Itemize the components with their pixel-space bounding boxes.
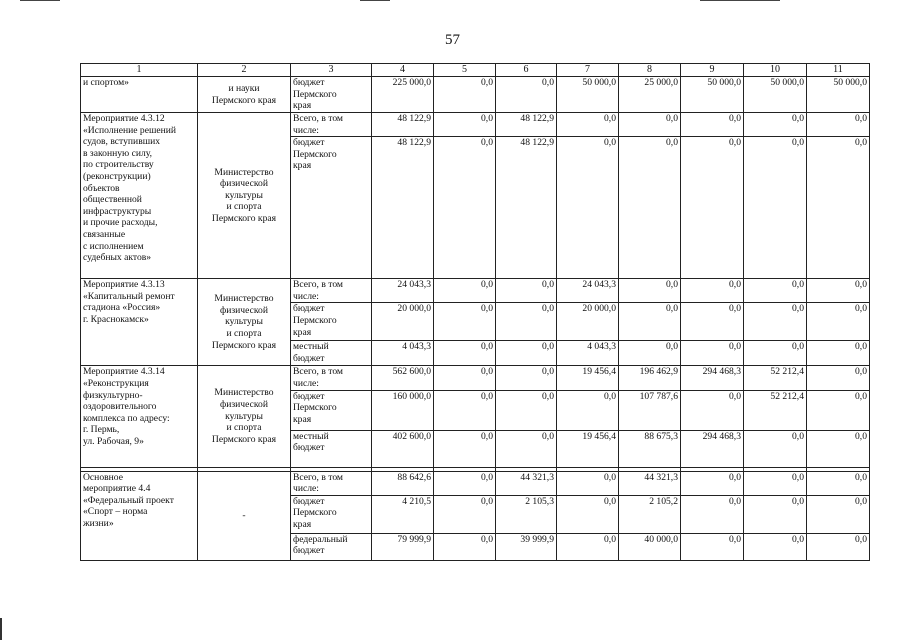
amount-cell: 0,0 — [434, 366, 496, 390]
amount-cell: 2 105,2 — [619, 495, 681, 533]
amount-cell: 52 212,4 — [744, 390, 807, 430]
funding-source-cell: местный бюджет — [291, 341, 372, 366]
executor-cell: - — [198, 471, 291, 560]
amount-cell: 39 999,9 — [496, 533, 557, 560]
table-row — [81, 366, 870, 390]
amount-cell: 0,0 — [744, 533, 807, 560]
amount-cell: 0,0 — [681, 341, 744, 366]
amount-cell: 0,0 — [744, 279, 807, 303]
amount-cell: 88 675,3 — [619, 430, 681, 467]
amount-cell: 0,0 — [807, 279, 870, 303]
scan-artifact-mark — [0, 618, 2, 640]
amount-cell: 294 468,3 — [681, 430, 744, 467]
amount-cell: 0,0 — [681, 113, 744, 137]
executor-cell: и науки Пермского края — [198, 77, 291, 113]
amount-cell: 0,0 — [681, 137, 744, 279]
column-header: 7 — [557, 64, 619, 77]
column-header-row — [81, 64, 870, 77]
amount-cell: 196 462,9 — [619, 366, 681, 390]
amount-cell: 0,0 — [557, 390, 619, 430]
amount-cell: 0,0 — [619, 137, 681, 279]
column-header: 6 — [496, 64, 557, 77]
amount-cell: 0,0 — [557, 113, 619, 137]
amount-cell: 562 600,0 — [372, 366, 434, 390]
amount-cell: 48 122,9 — [372, 137, 434, 279]
amount-cell: 4 210,5 — [372, 495, 434, 533]
amount-cell: 0,0 — [496, 430, 557, 467]
amount-cell: 0,0 — [744, 341, 807, 366]
amount-cell: 0,0 — [434, 137, 496, 279]
amount-cell: 0,0 — [807, 471, 870, 495]
amount-cell: 2 105,3 — [496, 495, 557, 533]
amount-cell: 0,0 — [744, 137, 807, 279]
amount-cell: 0,0 — [557, 137, 619, 279]
funding-source-cell: Всего, в том числе: — [291, 471, 372, 495]
amount-cell: 88 642,6 — [372, 471, 434, 495]
amount-cell: 0,0 — [744, 471, 807, 495]
amount-cell: 0,0 — [807, 137, 870, 279]
amount-cell: 48 122,9 — [496, 113, 557, 137]
amount-cell: 0,0 — [807, 533, 870, 560]
amount-cell: 225 000,0 — [372, 77, 434, 113]
amount-cell: 0,0 — [744, 495, 807, 533]
amount-cell: 50 000,0 — [557, 77, 619, 113]
table-row — [81, 471, 870, 495]
table-row — [81, 113, 870, 137]
amount-cell: 50 000,0 — [744, 77, 807, 113]
column-header: 8 — [619, 64, 681, 77]
amount-cell: 0,0 — [807, 430, 870, 467]
amount-cell: 0,0 — [434, 113, 496, 137]
funding-source-cell: бюджет Пермского края — [291, 137, 372, 279]
table-row — [81, 77, 870, 113]
amount-cell: 0,0 — [557, 533, 619, 560]
funding-source-cell: федеральный бюджет — [291, 533, 372, 560]
amount-cell: 0,0 — [681, 390, 744, 430]
amount-cell: 24 043,3 — [372, 279, 434, 303]
amount-cell: 79 999,9 — [372, 533, 434, 560]
amount-cell: 0,0 — [557, 495, 619, 533]
amount-cell: 0,0 — [434, 471, 496, 495]
column-header: 3 — [291, 64, 372, 77]
column-header: 2 — [198, 64, 291, 77]
amount-cell: 0,0 — [496, 390, 557, 430]
amount-cell: 50 000,0 — [807, 77, 870, 113]
scan-artifact-line — [360, 0, 390, 1]
amount-cell: 52 212,4 — [744, 366, 807, 390]
column-header: 5 — [434, 64, 496, 77]
amount-cell: 0,0 — [681, 303, 744, 341]
amount-cell: 0,0 — [681, 533, 744, 560]
amount-cell: 24 043,3 — [557, 279, 619, 303]
amount-cell: 0,0 — [434, 430, 496, 467]
amount-cell: 20 000,0 — [557, 303, 619, 341]
amount-cell: 44 321,3 — [496, 471, 557, 495]
amount-cell: 19 456,4 — [557, 430, 619, 467]
executor-cell: Министерство физической культуры и спорта Пермского края — [198, 279, 291, 366]
scan-artifact-line — [20, 0, 60, 1]
measure-name-cell: Основное мероприятие 4.4 «Федеральный проект «Спорт – норма жизни» — [81, 471, 198, 560]
amount-cell: 0,0 — [744, 303, 807, 341]
executor-cell: Министерство физической культуры и спорта Пермского края — [198, 113, 291, 279]
amount-cell: 0,0 — [807, 390, 870, 430]
measure-name-cell: и спортом» — [81, 77, 198, 113]
executor-cell: Министерство физической культуры и спорта Пермского края — [198, 366, 291, 467]
amount-cell: 0,0 — [496, 279, 557, 303]
amount-cell: 48 122,9 — [496, 137, 557, 279]
amount-cell: 0,0 — [496, 341, 557, 366]
scan-artifact-line — [700, 0, 780, 1]
column-header: 4 — [372, 64, 434, 77]
measure-name-cell: Мероприятие 4.3.14 «Реконструкция физкультурно- оздоровительного комплекса по адресу: г. Пермь, ул. Рабочая, 9» — [81, 366, 198, 467]
amount-cell: 0,0 — [496, 366, 557, 390]
amount-cell: 0,0 — [434, 279, 496, 303]
column-header: 11 — [807, 64, 870, 77]
funding-source-cell: Всего, в том числе: — [291, 366, 372, 390]
amount-cell: 107 787,6 — [619, 390, 681, 430]
amount-cell: 0,0 — [434, 390, 496, 430]
amount-cell: 0,0 — [619, 303, 681, 341]
amount-cell: 0,0 — [681, 279, 744, 303]
amount-cell: 0,0 — [807, 341, 870, 366]
funding-source-cell: бюджет Пермского края — [291, 77, 372, 113]
amount-cell: 0,0 — [681, 471, 744, 495]
amount-cell: 0,0 — [681, 495, 744, 533]
amount-cell: 160 000,0 — [372, 390, 434, 430]
amount-cell: 44 321,3 — [619, 471, 681, 495]
amount-cell: 50 000,0 — [681, 77, 744, 113]
column-header: 1 — [81, 64, 198, 77]
table-row — [81, 279, 870, 303]
amount-cell: 25 000,0 — [619, 77, 681, 113]
amount-cell: 0,0 — [807, 495, 870, 533]
amount-cell: 0,0 — [434, 303, 496, 341]
measure-name-cell: Мероприятие 4.3.13 «Капитальный ремонт стадиона «Россия» г. Краснокамск» — [81, 279, 198, 366]
amount-cell: 0,0 — [619, 341, 681, 366]
amount-cell: 20 000,0 — [372, 303, 434, 341]
funding-source-cell: местный бюджет — [291, 430, 372, 467]
amount-cell: 4 043,3 — [557, 341, 619, 366]
amount-cell: 19 456,4 — [557, 366, 619, 390]
amount-cell: 0,0 — [557, 471, 619, 495]
amount-cell: 0,0 — [434, 533, 496, 560]
funding-source-cell: бюджет Пермского края — [291, 495, 372, 533]
amount-cell: 0,0 — [434, 341, 496, 366]
amount-cell: 0,0 — [744, 113, 807, 137]
amount-cell: 4 043,3 — [372, 341, 434, 366]
amount-cell: 0,0 — [807, 366, 870, 390]
funding-source-cell: Всего, в том числе: — [291, 113, 372, 137]
measure-name-cell: Мероприятие 4.3.12 «Исполнение решений судов, вступивших в законную силу, по строительству (реконструкции) объектов общественной инфраструктуры и прочие расходы, связанные с исполнением судебных актов» — [81, 113, 198, 279]
amount-cell: 0,0 — [496, 77, 557, 113]
funding-source-cell: бюджет Пермского края — [291, 303, 372, 341]
amount-cell: 0,0 — [807, 303, 870, 341]
amount-cell: 0,0 — [434, 495, 496, 533]
amount-cell: 0,0 — [619, 279, 681, 303]
amount-cell: 294 468,3 — [681, 366, 744, 390]
amount-cell: 402 600,0 — [372, 430, 434, 467]
column-header: 9 — [681, 64, 744, 77]
amount-cell: 40 000,0 — [619, 533, 681, 560]
amount-cell: 0,0 — [744, 430, 807, 467]
amount-cell: 0,0 — [496, 303, 557, 341]
amount-cell: 0,0 — [807, 113, 870, 137]
amount-cell: 48 122,9 — [372, 113, 434, 137]
amount-cell: 0,0 — [434, 77, 496, 113]
funding-source-cell: бюджет Пермского края — [291, 390, 372, 430]
page-number: 57 — [445, 32, 460, 48]
budget-table — [80, 63, 870, 561]
column-header: 10 — [744, 64, 807, 77]
funding-source-cell: Всего, в том числе: — [291, 279, 372, 303]
amount-cell: 0,0 — [619, 113, 681, 137]
